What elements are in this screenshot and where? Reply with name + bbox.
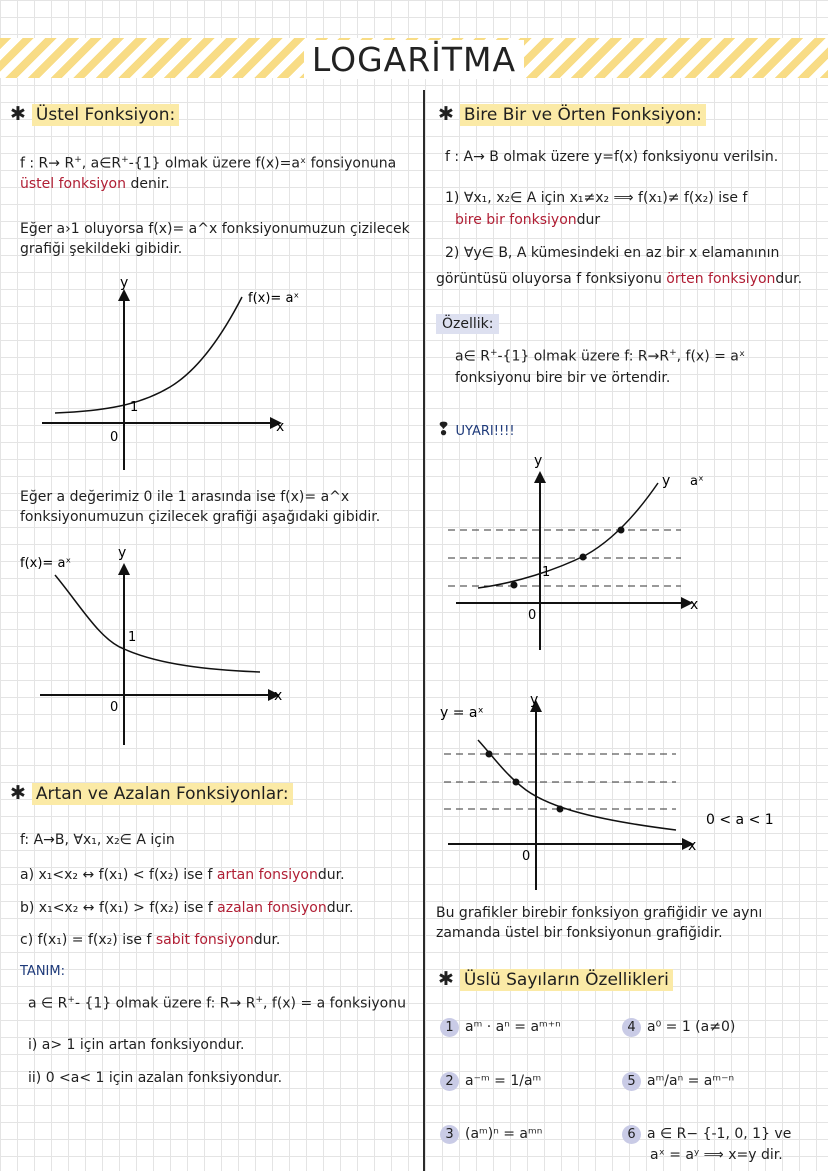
ustel-paragraph-a-between: Eğer a değerimiz 0 ile 1 arasında ise f(x)= a^x fonksiyonumuzun çizilecek grafiği aşağıdaki gibidir. xyxy=(20,489,381,525)
ustel-paragraph-a-gt-1: Eğer a›1 oluyorsa f(x)= a^x fonksiyonumuzun çizilecek grafiği şekildeki gibidir. xyxy=(20,221,410,257)
graph2-x-label: x xyxy=(274,688,283,704)
property-item-4: 4 a⁰ = 1 (a≠0) xyxy=(622,1017,735,1037)
page-title: LOGARİTMA xyxy=(0,40,828,79)
artan-line-c: c) f(x₁) = f(x₂) ise f sabit fonsiyondur. xyxy=(20,932,281,948)
warning-paperclip-icon: ❢ xyxy=(436,419,452,440)
graph2-y-label: y xyxy=(118,545,127,561)
ustel-definition: f : R→ R+, a∈R+-{1} olmak üzere f(x)=aˣ fonsiyonuna üstel fonksiyon denir. xyxy=(20,155,397,192)
ozellik-badge: Özellik: xyxy=(436,314,499,334)
column-divider xyxy=(423,90,425,1171)
property-item-3: 3 (aᵐ)ⁿ = aᵐⁿ xyxy=(440,1124,542,1144)
graph4-origin-label: 0 xyxy=(522,849,531,864)
graph3-curve-a-label: aˣ xyxy=(690,474,704,489)
artan-line-a: a) x₁<x₂ ↔ f(x₁) < f(x₂) ise f artan fonsiyondur. xyxy=(20,867,345,883)
ozellik-line-1: a∈ R+-{1} olmak üzere f: R→R+, f(x) = aˣ xyxy=(455,348,746,365)
graph-horizontal-line-test-increasing xyxy=(436,445,826,655)
graph1-intercept-label: 1 xyxy=(130,400,139,415)
section-heading-bire-bir: ✱ Bire Bir ve Örten Fonksiyon: xyxy=(438,103,706,125)
property-item-5: 5 aᵐ/aⁿ = aᵐ⁻ⁿ xyxy=(622,1071,734,1091)
graph3-intercept-label: 1 xyxy=(542,565,551,580)
graph3-origin-label: 0 xyxy=(528,608,537,623)
graph2-function-label: f(x)= aˣ xyxy=(20,556,72,571)
graph-increasing-exponential xyxy=(20,275,320,475)
tanim-item-ii: ii) 0 <a< 1 için azalan fonksiyondur. xyxy=(28,1070,283,1086)
graph4-condition-label: 0 < a < 1 xyxy=(706,812,774,828)
graph2-intercept-label: 1 xyxy=(128,630,137,645)
bire-bir-line-0: f : A→ B olmak üzere y=f(x) fonksiyonu verilsin. xyxy=(445,149,779,165)
property-item-6: 6 a ∈ R− {-1, 0, 1} ve xyxy=(622,1124,791,1144)
graph4-function-label: y = aˣ xyxy=(440,705,484,721)
orten-line-2: 2) ∀y∈ B, A kümesindeki en az bir x elamanının xyxy=(445,245,780,261)
orten-line-3: görüntüsü oluyorsa f fonksiyonu örten fonksiyondur. xyxy=(436,271,803,287)
uyari-label: ❢ UYARI!!!! xyxy=(436,419,515,440)
ozellik-line-2: fonksiyonu bire bir ve örtendir. xyxy=(455,370,671,386)
graph1-y-label: y xyxy=(120,275,129,291)
graph4-x-label: x xyxy=(688,838,697,854)
artan-line-b: b) x₁<x₂ ↔ f(x₁) > f(x₂) ise f azalan fonsiyondur. xyxy=(20,900,354,916)
graph-decreasing-exponential xyxy=(20,545,320,745)
artan-line-0: f: A→B, ∀x₁, x₂∈ A için xyxy=(20,832,175,848)
graph-note: Bu grafikler birebir fonksiyon grafiğidir ve aynı zamanda üstel bir fonksiyonun grafiğidir. xyxy=(436,905,763,941)
section-heading-uslu-sayilar: ✱ Üslü Sayıların Özellikleri xyxy=(438,968,673,990)
bire-bir-line-1b: bire bir fonksiyondur xyxy=(455,212,601,228)
property-item-6-line-2: aˣ = aʸ ⟹ x=y dir. xyxy=(650,1147,783,1163)
tanim-item-i: i) a> 1 için artan fonksiyondur. xyxy=(28,1037,245,1053)
graph1-origin-label: 0 xyxy=(110,430,119,445)
graph1-function-label: f(x)= aˣ xyxy=(248,291,300,306)
graph1-x-label: x xyxy=(276,419,285,435)
section-heading-artan-azalan: ✱ Artan ve Azalan Fonksiyonlar: xyxy=(10,782,293,804)
graph4-y-label: y xyxy=(530,692,539,708)
bire-bir-line-1: 1) ∀x₁, x₂∈ A için x₁≠x₂ ⟹ f(x₁)≠ f(x₂) ise f xyxy=(445,190,748,206)
graph3-curve-y-label: y xyxy=(662,473,671,489)
tanim-definition: a ∈ R+- {1} olmak üzere f: R→ R+, f(x) = a fonksiyonu xyxy=(28,995,406,1012)
graph3-x-label: x xyxy=(690,597,699,613)
section-heading-ustel: ✱ Üstel Fonksiyon: xyxy=(10,103,179,125)
graph-horizontal-line-test-decreasing xyxy=(436,690,826,890)
property-item-2: 2 a⁻ᵐ = 1/aᵐ xyxy=(440,1071,541,1091)
graph2-origin-label: 0 xyxy=(110,700,119,715)
graph3-y-axis-label: y xyxy=(534,453,543,469)
property-item-1: 1 aᵐ · aⁿ = aᵐ⁺ⁿ xyxy=(440,1017,561,1037)
tanim-label: TANIM: xyxy=(20,964,65,979)
